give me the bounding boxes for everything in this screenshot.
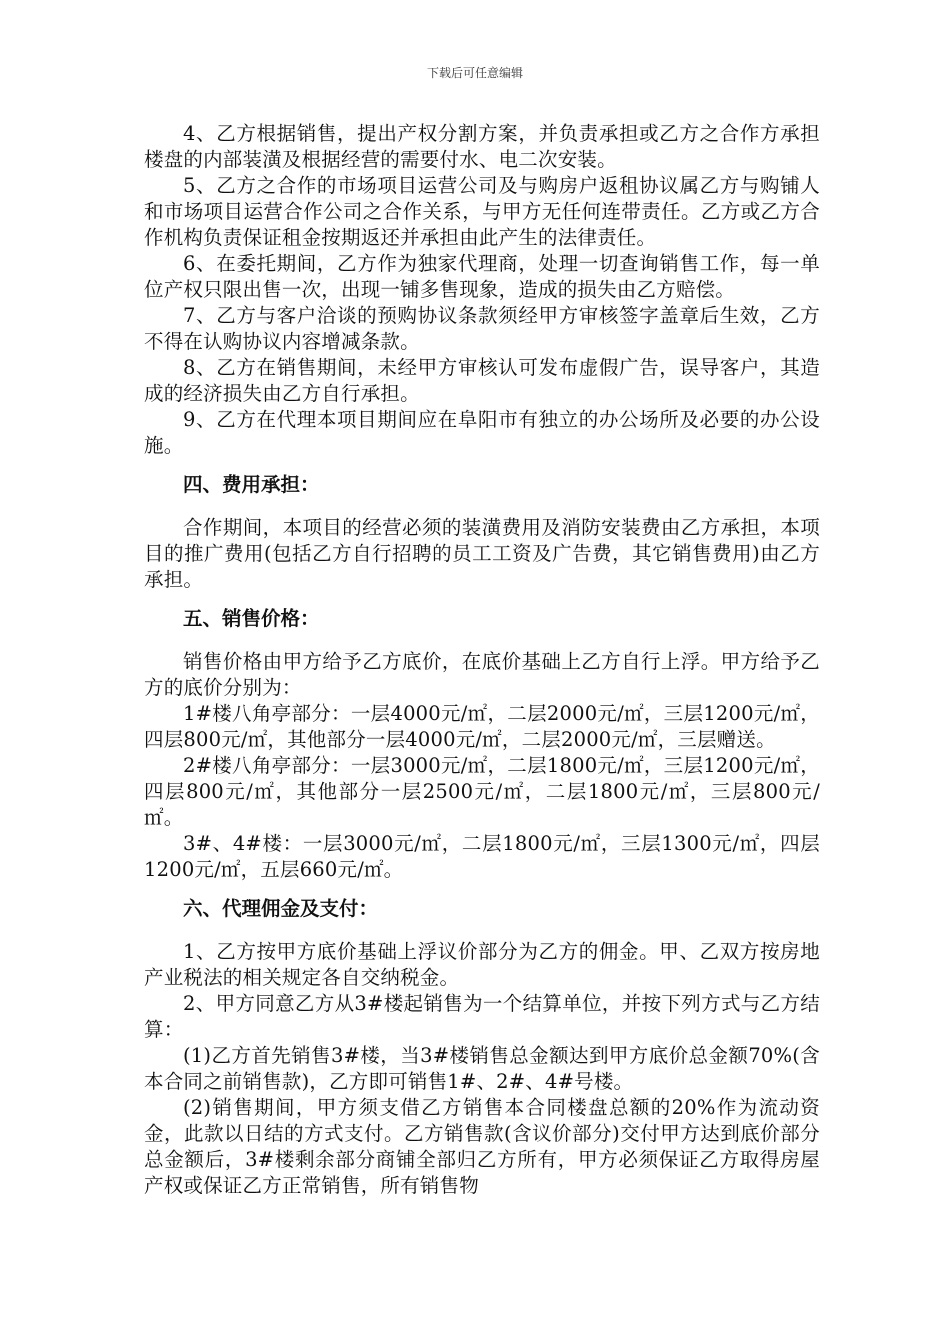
section-heading-commission: 六、代理佣金及支付： (183, 897, 379, 920)
price-building-2: 2#楼八角亭部分：一层3000元/㎡，二层1800元/㎡，三层1200元/㎡，四层800元/㎡，其他部分一层2500元/㎡，二层1800元/㎡，三层800元/㎡。 (144, 754, 820, 829)
price-building-1: 1#楼八角亭部分：一层4000元/㎡，二层2000元/㎡，三层1200元/㎡，四层800元/㎡，其他部分一层4000元/㎡，二层2000元/㎡，三层赠送。 (144, 702, 820, 751)
clause-4: 4、乙方根据销售，提出产权分割方案，并负责承担或乙方之合作方承担楼盘的内部装潢及根据经营的需要付水、电二次安装。 (144, 122, 820, 171)
price-intro: 销售价格由甲方给予乙方底价，在底价基础上乙方自行上浮。甲方给予乙方的底价分别为： (144, 650, 820, 699)
section-costs-text: 合作期间，本项目的经营必须的装潢费用及消防安装费由乙方承担，本项目的推广费用(包括乙方自行招聘的员工工资及广告费，其它销售费用)由乙方承担。 (144, 516, 820, 591)
commission-item-1: (1)乙方首先销售3#楼，当3#楼销售总金额达到甲方底价总金额70%(含本合同之前销售款)，乙方即可销售1#、2#、4#号楼。 (144, 1044, 820, 1093)
commission-item-2: (2)销售期间，甲方须支借乙方销售本合同楼盘总额的20%作为流动资金，此款以日结的方式支付。乙方销售款(含议价部分)交付甲方达到底价部分总金额后，3#楼剩余部分商铺全部归乙方所有，甲方必须保证乙方取得房屋产权或保证乙方正常销售，所有销售物 (144, 1096, 820, 1197)
price-building-3-4: 3#、4#楼：一层3000元/㎡，二层1800元/㎡，三层1300元/㎡，四层1200元/㎡，五层660元/㎡。 (144, 832, 820, 881)
clause-5: 5、乙方之合作的市场项目运营公司及与购房户返租协议属乙方与购铺人和市场项目运营合作公司之合作关系，与甲方无任何连带责任。乙方或乙方合作机构负责保证租金按期返还并承担由此产生的法律责任。 (144, 174, 820, 249)
clause-8: 8、乙方在销售期间，未经甲方审核认可发布虚假广告，误导客户，其造成的经济损失由乙方自行承担。 (144, 356, 820, 405)
page-header: 下载后可任意编辑 (426, 66, 523, 80)
document-body (144, 121, 820, 1199)
commission-clause-1: 1、乙方按甲方底价基础上浮议价部分为乙方的佣金。甲、乙双方按房地产业税法的相关规定各自交纳税金。 (144, 940, 820, 989)
commission-clause-2: 2、甲方同意乙方从3#楼起销售为一个结算单位，并按下列方式与乙方结算： (144, 992, 820, 1041)
clause-6: 6、在委托期间，乙方作为独家代理商，处理一切查询销售工作，每一单位产权只限出售一次，出现一铺多售现象，造成的损失由乙方赔偿。 (144, 252, 820, 301)
section-heading-costs: 四、费用承担： (183, 473, 320, 496)
section-heading-price: 五、销售价格： (183, 607, 320, 630)
clause-7: 7、乙方与客户洽谈的预购协议条款须经甲方审核签字盖章后生效，乙方不得在认购协议内容增减条款。 (144, 304, 820, 353)
clause-9: 9、乙方在代理本项目期间应在阜阳市有独立的办公场所及必要的办公设施。 (144, 408, 820, 457)
